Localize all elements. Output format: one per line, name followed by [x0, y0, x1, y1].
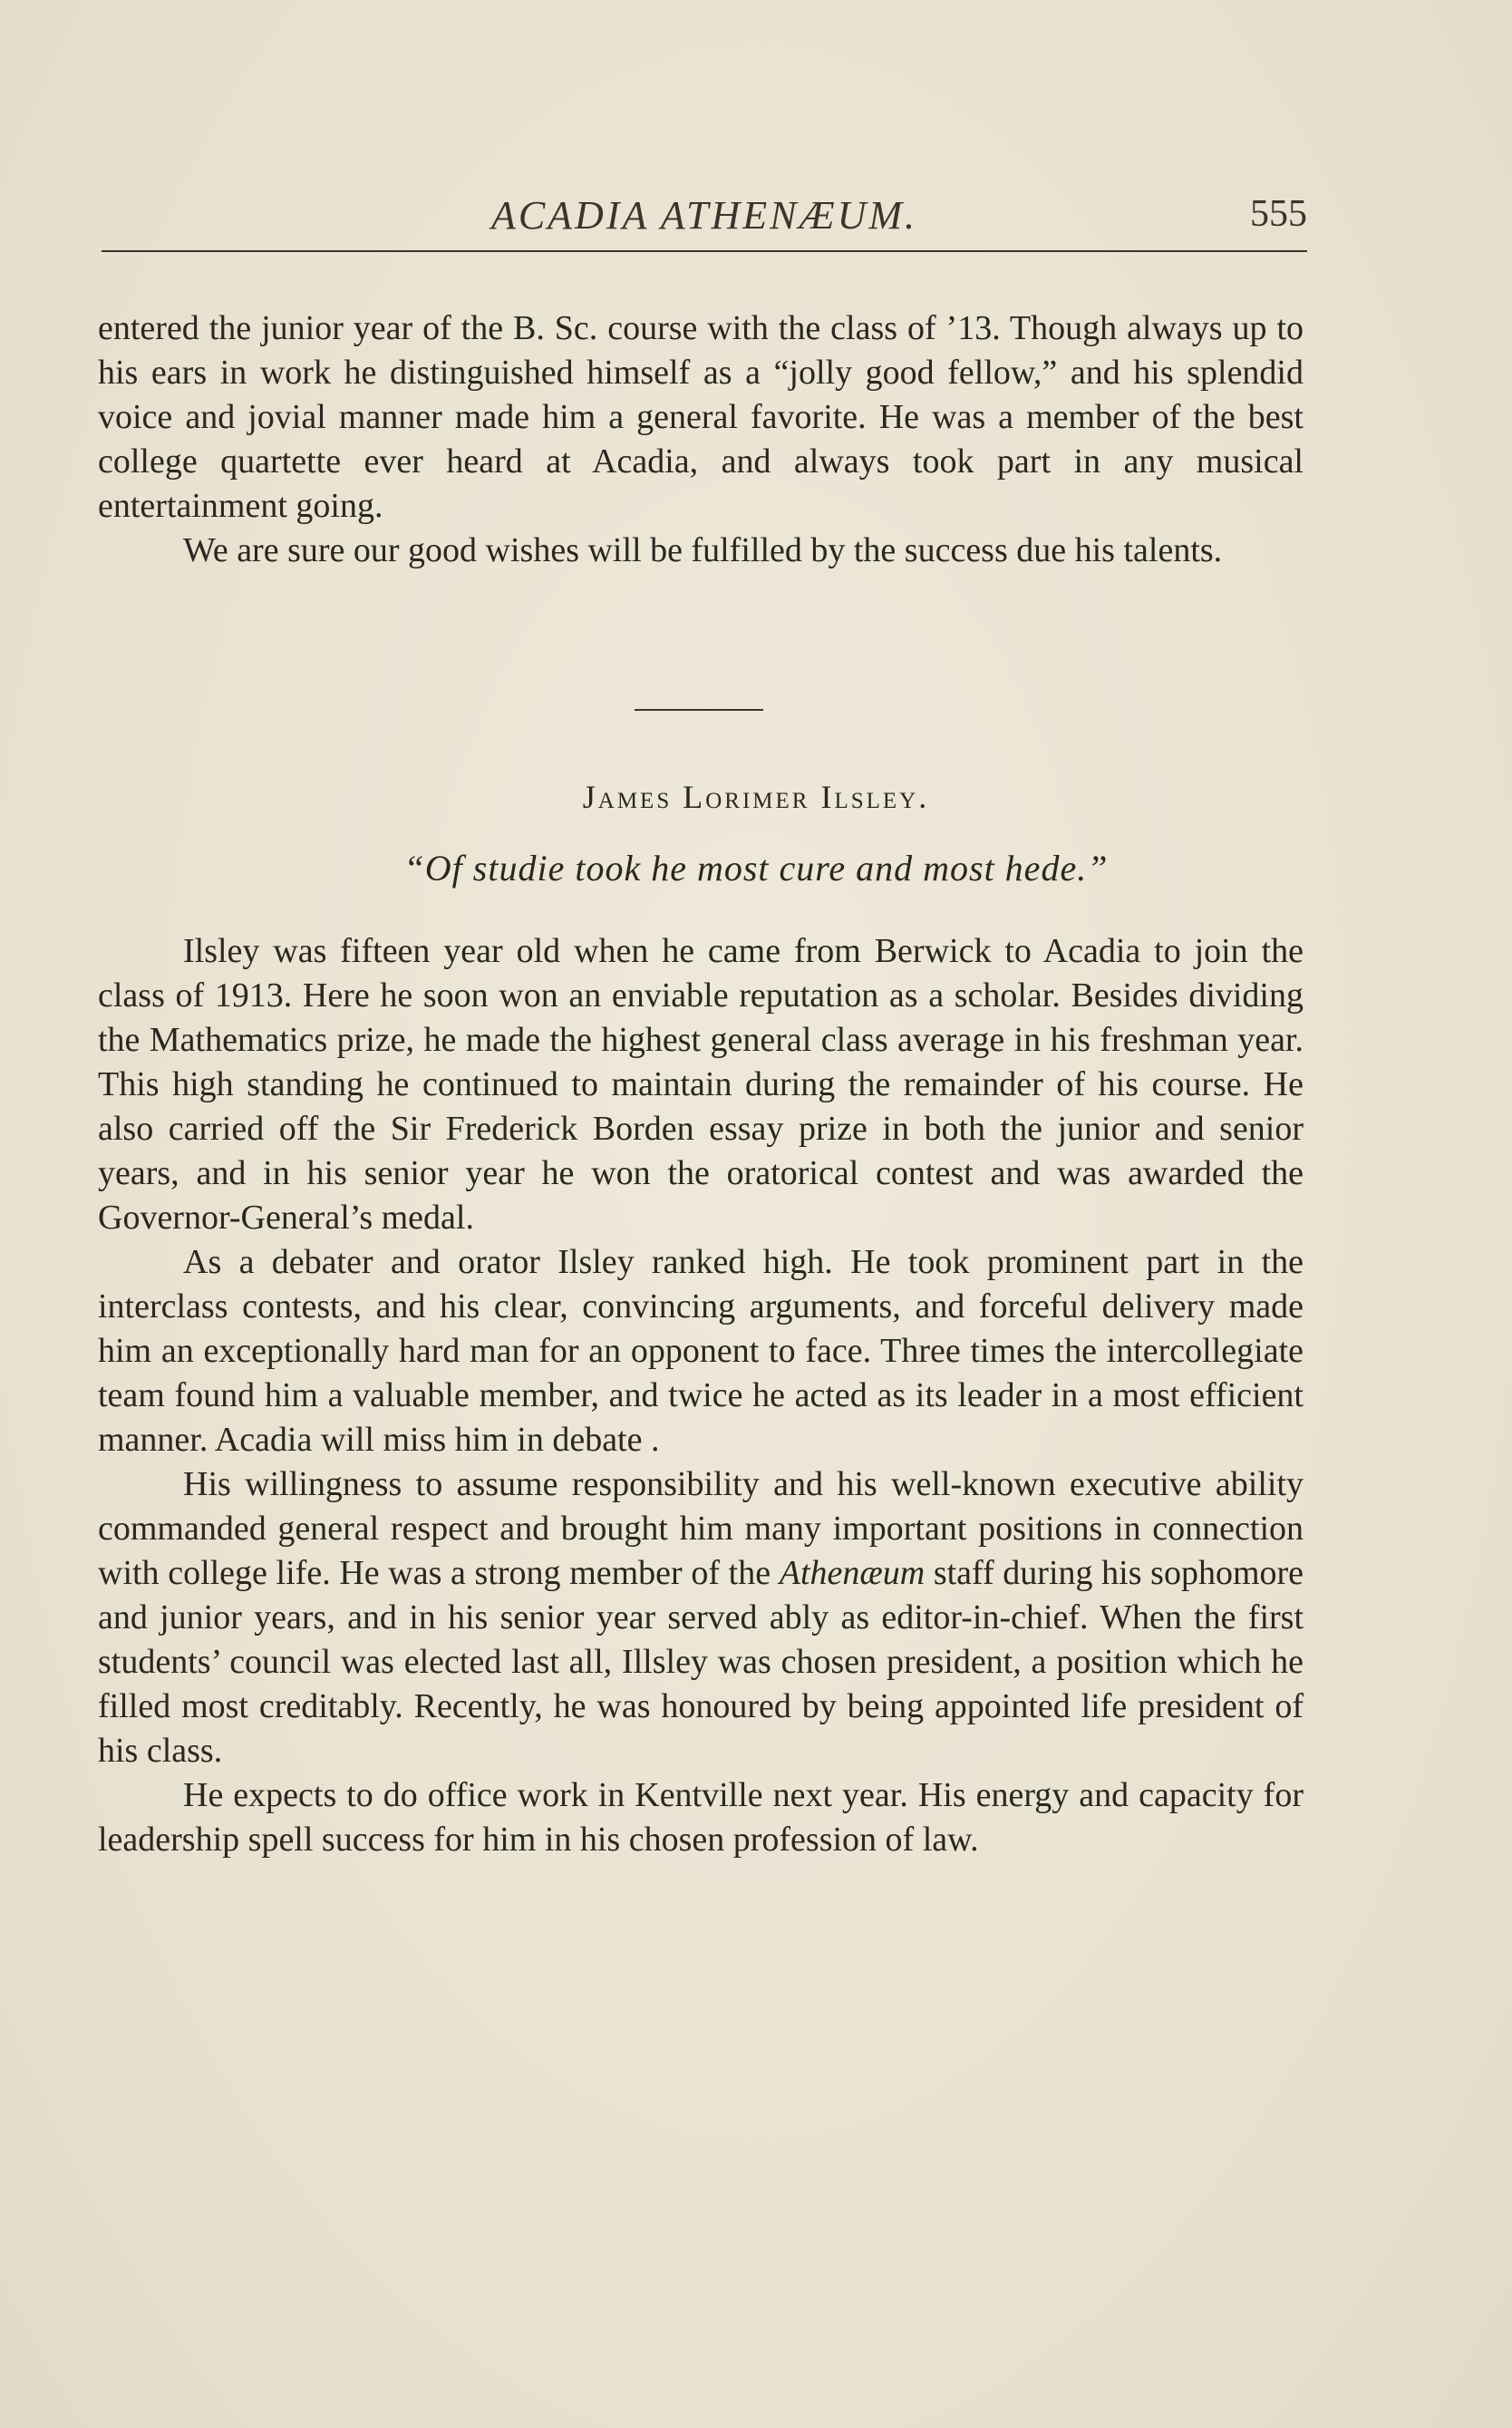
running-title: ACADIA ATHENÆUM. [490, 193, 918, 238]
section-paragraph-4: He expects to do office work in Kentville next year. His energy and capacity for leadership spell success for him in his chosen profession of law. [98, 1776, 1304, 1859]
athenaeum-title: Athenæum [779, 1554, 926, 1592]
header-rule [102, 250, 1307, 252]
paragraph-3-part-1: His willingness to assume responsibility and his well-known executive ability commanded general respect and brought him many important positions in connection with college life. He was a strong member of the [98, 1465, 1304, 1592]
paragraph-3-part-2: staff during his sophomore and junior years, and in his senior year served ably as editor-in-chief. When the first students’ council was elected last all, Illsley was chosen president, a position which he filled most creditably. Recently, he was honoured by being appointed life president of his class. [98, 1554, 1304, 1770]
section-paragraph-3 [98, 1462, 1304, 1773]
section-paragraph-2: As a debater and orator Ilsley ranked high. He took prominent part in the interclass contests, and his clear, convincing arguments, and forceful delivery made him an exceptionally hard man for an opponent to face. Three times the intercollegiate team found him a valuable member, and twice he acted as its leader in a most efficient manner. Acadia will miss him in debate . [98, 1243, 1304, 1459]
continuation-paragraph-1: entered the junior year of the B. Sc. course with the class of ’13. Though always up to his ears in work he distinguished himself as a “jolly good fellow,” and his splendid voice and jovial manner made him a general favorite. He was a member of the best college quartette ever heard at Acadia, and always took part in any musical entertainment going. [98, 309, 1304, 525]
continuation-text [98, 306, 1304, 573]
section-separator [635, 709, 763, 711]
page-header [102, 181, 1307, 254]
section-text [98, 929, 1304, 1862]
section-heading: James Lorimer Ilsley. [582, 779, 930, 815]
section-paragraph-1: Ilsley was fifteen year old when he came from Berwick to Acadia to join the class of 1913. Here he soon won an enviable reputation as a scholar. Besides dividing the Mathematics prize, he made the highest general class average in his freshman year. This high standing he continued to maintain during the remainder of his course. He also carried off the Sir Frederick Borden essay prize in both the junior and senior years, and in his senior year he won the oratorical contest and was awarded the Governor-General’s medal. [98, 932, 1304, 1237]
continuation-paragraph-2: We are sure our good wishes will be fulfilled by the success due his talents. [183, 531, 1223, 569]
page-number: 555 [1250, 193, 1307, 235]
epigraph: “Of studie took he most cure and most hede.” [403, 848, 1109, 889]
